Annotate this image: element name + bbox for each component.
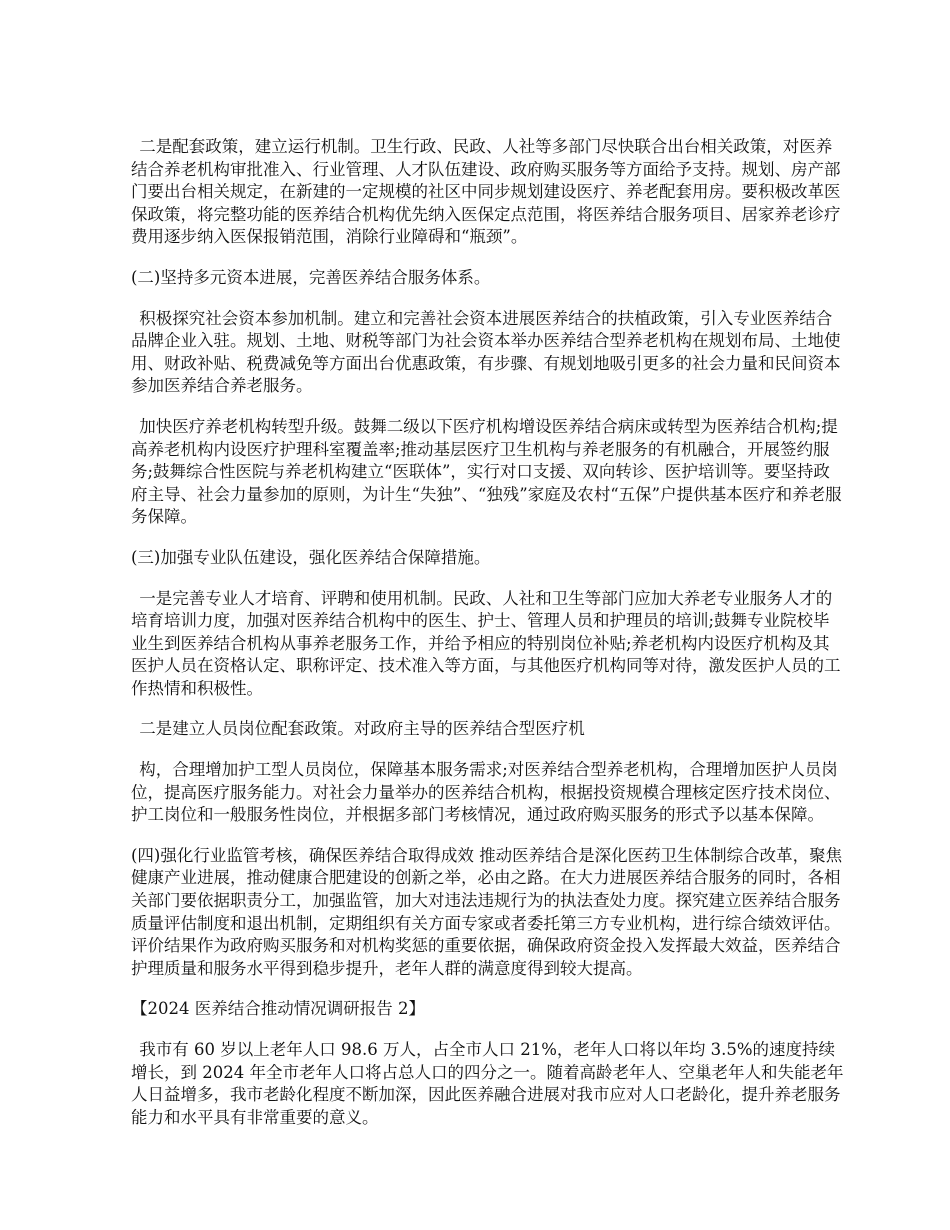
section-heading-diversified-capital: (二)坚持多元资本进展，完善医养结合服务体系。: [131, 267, 491, 287]
paragraph-population-statistics: 我市有 60 岁以上老年人口 98.6 万人，占全市人口 21%，老年人口将以年均 3.5%的速度持续增长，到 2024 年全市老年人口将占总人口的四分之一。随着高龄老年人、空巢老年人和失能老年人日益增多，我市老龄化程度不断加深，因此医养融合进展对我市应对人口老龄化，提升养老服务能力和水平具有非常重要的意义。: [131, 1040, 844, 1127]
paragraph-social-capital: 积极探究社会资本参加机制。建立和完善社会资本进展医养结合的扶植政策，引入专业医养结合品牌企业入驻。规划、土地、财税等部门为社会资本举办医养结合型养老机构在规划布局、土地使用、财政补贴、税费减免等方面出台优惠政策，有步骤、有规划地吸引更多的社会力量和民间资本参加医养结合养老服务。: [131, 308, 841, 396]
paragraph-talent-mechanism: 一是完善专业人才培育、评聘和使用机制。民政、人社和卫生等部门应加大养老专业服务人才的培育培训力度，加强对医养结合机构中的医生、护士、管理人员和护理员的培训;鼓舞专业院校毕业生到医养结合机构从事养老服务工作，并给予相应的特别岗位补贴;养老机构内设医疗机构及其医护人员在资格认定、职称评定、技术准入等方面，与其他医疗机构同等对待，激发医护人员的工作热情和积极性。: [131, 588, 841, 698]
paragraph-staffing-policy: 二是建立人员岗位配套政策。对政府主导的医养结合型医疗机: [139, 719, 585, 739]
paragraph-staffing-continued: 构，合理增加护工型人员岗位，保障基本服务需求;对医养结合型养老机构，合理增加医护人员岗位，提高医疗服务能力。对社会力量举办的医养结合机构，根据投资规模合理核定医疗技术岗位、护工岗位和一般服务性岗位，并根据多部门考核情况，通过政府购买服务的形式予以基本保障。: [131, 760, 841, 825]
report-title-2: 【2024 医养结合推动情况调研报告 2】: [131, 999, 425, 1019]
section-heading-supervision: (四)强化行业监管考核，确保医养结合取得成效 推动医养结合是深化医药卫生体制综合改革，聚焦健康产业进展，推动健康合肥建设的创新之举，必由之路。在大力进展医养结合服务的同时，各相关部门要依据职责分工，加强监管，加大对违法违规行为的执法查处力度。探究建立医养结合服务质量评估制度和退出机制，定期组织有关方面专家或者委托第三方专业机构，进行综合绩效评估。评价结果作为政府购买服务和对机构奖惩的重要依据，确保政府资金投入发挥最大效益，医养结合护理质量和服务水平得到稳步提升，老年人群的满意度得到较大提高。: [131, 845, 843, 978]
document-body: [131, 136, 845, 1147]
section-heading-professional-team: (三)加强专业队伍建设，强化医养结合保障措施。: [131, 547, 491, 567]
paragraph-institution-transformation: 加快医疗养老机构转型升级。鼓舞二级以下医疗机构增设医养结合病床或转型为医养结合机构;提高养老机构内设医疗护理科室覆盖率;推动基层医疗卫生机构与养老服务的有机融合，开展签约服务;鼓舞综合性医院与养老机构建立“医联体”，实行对口支援、双向转诊、医护培训等。要坚持政府主导、社会力量参加的原则，为计生“失独”、“独残”家庭及农村“五保”户提供基本医疗和养老服务保障。: [131, 416, 842, 527]
paragraph-supporting-policy: 二是配套政策，建立运行机制。卫生行政、民政、人社等多部门尽快联合出台相关政策，对医养结合养老机构审批准入、行业管理、人才队伍建设、政府购买服务等方面给予支持。规划、房产部门要出台相关规定，在新建的一定规模的社区中同步规划建设医疗、养老配套用房。要积极改革医保政策，将完整功能的医养结合机构优先纳入医保定点范围，将医养结合服务项目、居家养老诊疗费用逐步纳入医保报销范围，消除行业障碍和“瓶颈”。: [131, 137, 841, 247]
